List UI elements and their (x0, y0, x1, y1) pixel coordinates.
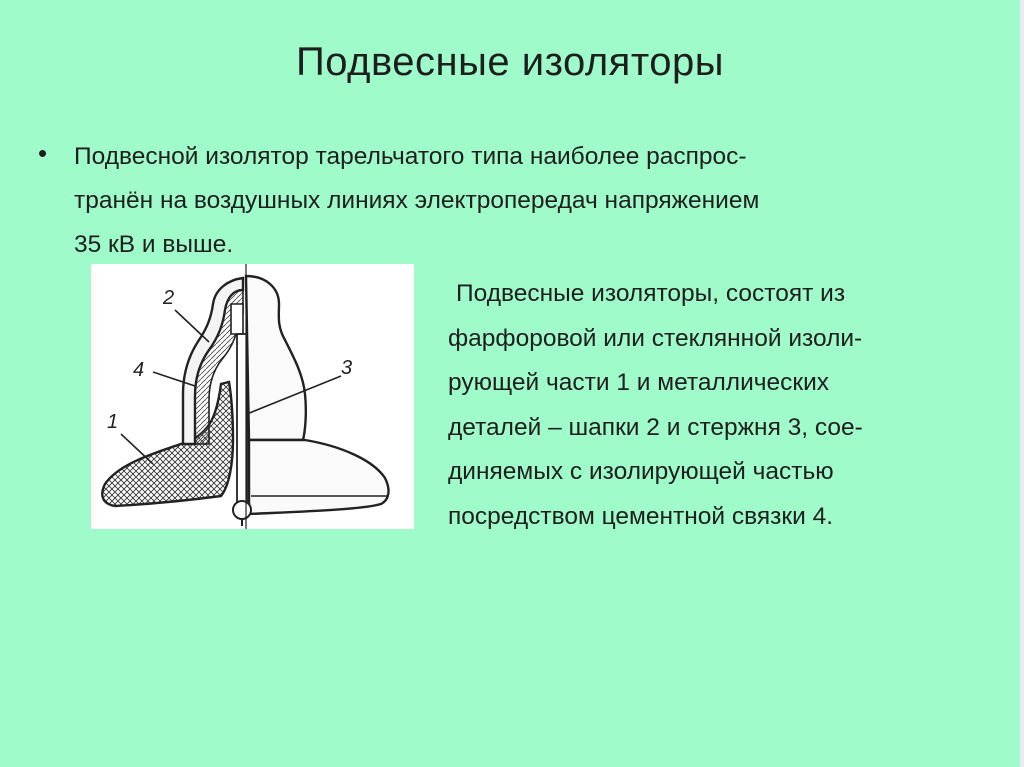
paragraph-line: Подвесные изоляторы, состоят из (456, 280, 846, 307)
bullet-marker: • (38, 138, 48, 168)
paragraph-line: рующей части 1 и металлических (448, 369, 830, 396)
bullet-line: 35 кВ и выше. (74, 231, 234, 258)
bullet-line: Подвесной изолятор тарельчатого типа наиболее распрос- (74, 143, 747, 170)
label-1: 1 (107, 411, 119, 433)
label-3: 3 (341, 357, 353, 379)
label-2: 2 (163, 287, 175, 309)
label-4: 4 (133, 359, 145, 381)
paragraph-line: фарфоровой или стеклянной изоли- (448, 324, 863, 352)
leader-2 (175, 310, 209, 342)
bullet-text (74, 135, 974, 267)
cap-cavity (231, 304, 243, 334)
paragraph-line: посредством цементной связки 4. (448, 502, 834, 530)
description-paragraph (448, 272, 1008, 539)
paragraph-line: деталей – шапки 2 и стержня 3, сое- (448, 413, 863, 441)
insulator-drawing (91, 264, 414, 529)
slide-title: Подвесные изоляторы (296, 40, 724, 84)
paragraph-line: диняемых с изолирующей частью (448, 458, 834, 485)
porcelain-section (102, 382, 233, 506)
insulator-diagram (91, 264, 414, 529)
bullet-line: транён на воздушных линиях электропередач напряжением (74, 187, 760, 214)
porcelain-outline-right (246, 276, 306, 440)
porcelain-skirt-right (249, 440, 388, 514)
rod-ball (233, 501, 251, 519)
